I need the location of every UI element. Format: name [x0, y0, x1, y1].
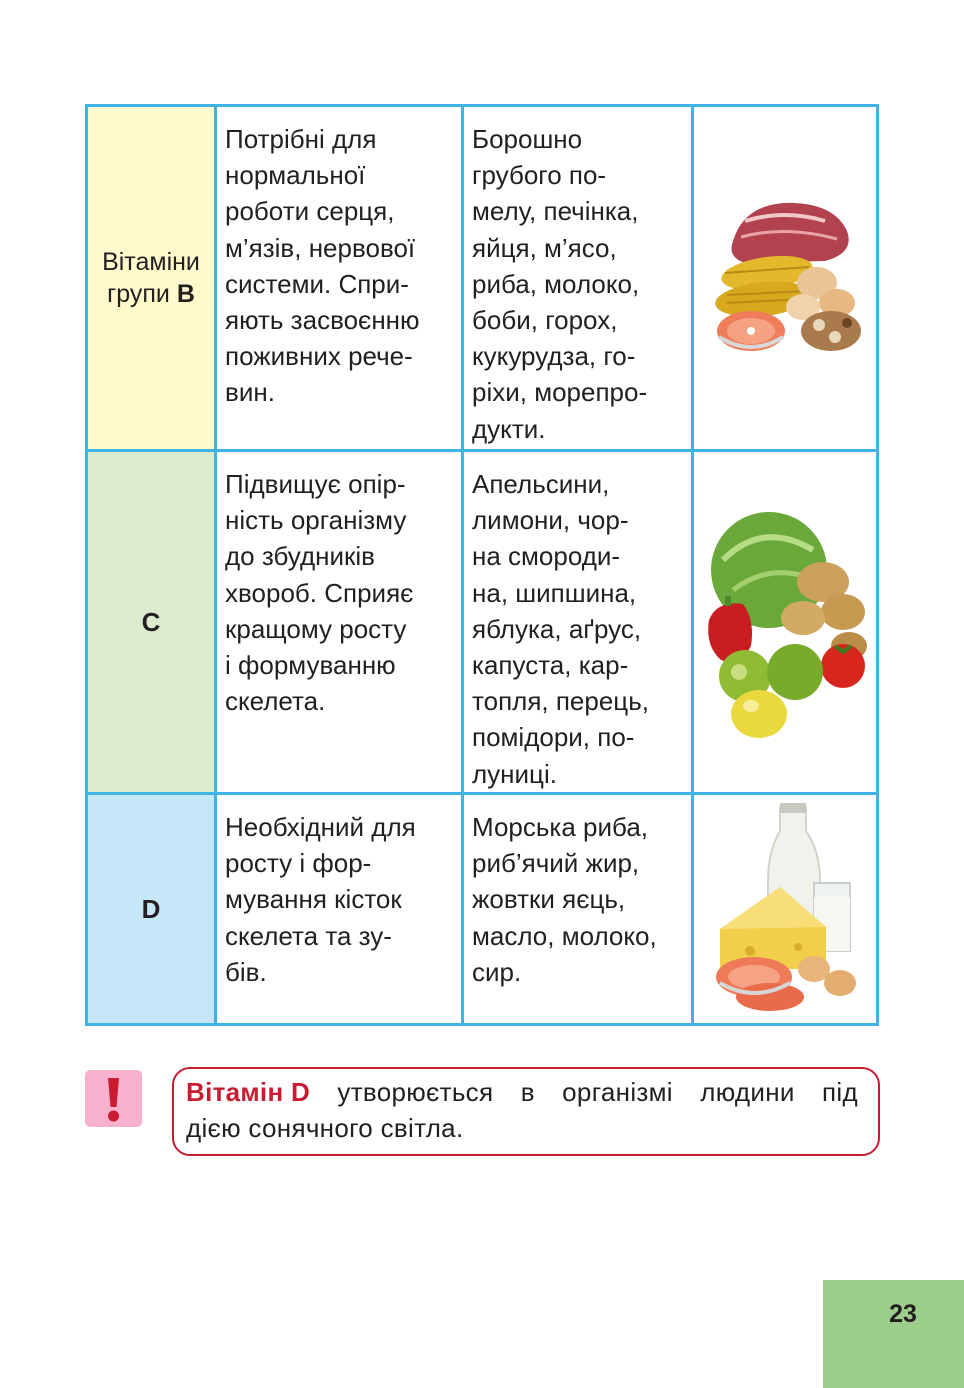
- vitamin-b-foods-image: [705, 191, 865, 361]
- vitamin-sources-cell: Апельсини, лимони, чор- на смороди- на, шипшина, яблука, аґрус, капуста, кар- топля, перець, помідори, по- луниці.: [463, 451, 693, 794]
- food-image-cell: [693, 106, 878, 451]
- note-line-1: Вітамін D утворюється в організмі людини під: [186, 1077, 858, 1107]
- note-text: [186, 1074, 858, 1146]
- table-row: [87, 451, 878, 794]
- vitamins-table: [85, 104, 879, 1026]
- vitamin-name-cell: [87, 794, 216, 1025]
- vitamin-name: Вітаміни групи B: [102, 248, 200, 308]
- vitamin-sources-cell: Борошно грубого по- мелу, печінка, яйця, м’ясо, риба, молоко, боби, горох, кукурудза, го- ріхи, морепро- дукти.: [463, 106, 693, 451]
- table-row: [87, 794, 878, 1025]
- vitamin-c-foods-image: [703, 500, 867, 740]
- vitamin-role-cell: Потрібні для нормальної роботи серця, м’язів, нервової системи. Спри- яють засвоєнню поживних рече- вин.: [216, 106, 463, 451]
- vitamin-name: C: [141, 606, 161, 637]
- vitamin-name: D: [141, 893, 161, 924]
- note-line-2: дією сонячного світла.: [186, 1113, 464, 1143]
- vitamin-name-cell: [87, 106, 216, 451]
- food-image-cell: [693, 451, 878, 794]
- food-image-cell: [693, 794, 878, 1025]
- vitamin-sources-cell: Морська риба, риб’ячий жир, жовтки яєць, масло, молоко, сир.: [463, 794, 693, 1025]
- page-number-tab: [823, 1280, 964, 1388]
- vitamin-role-cell: Підвищує опір- ність організму до збудників хвороб. Сприяє кращому росту і формуванню скелета.: [216, 451, 463, 794]
- exclamation-icon: [85, 1070, 142, 1127]
- vitamin-role-cell: Необхідний для росту і фор- мування кісток скелета та зу- бів.: [216, 794, 463, 1025]
- exclamation-icon-glyph: [85, 1070, 142, 1127]
- table-row: [87, 106, 878, 451]
- page-number: 23: [889, 1300, 917, 1328]
- vitamin-name-cell: [87, 451, 216, 794]
- vitamin-d-foods-image: [710, 801, 860, 1013]
